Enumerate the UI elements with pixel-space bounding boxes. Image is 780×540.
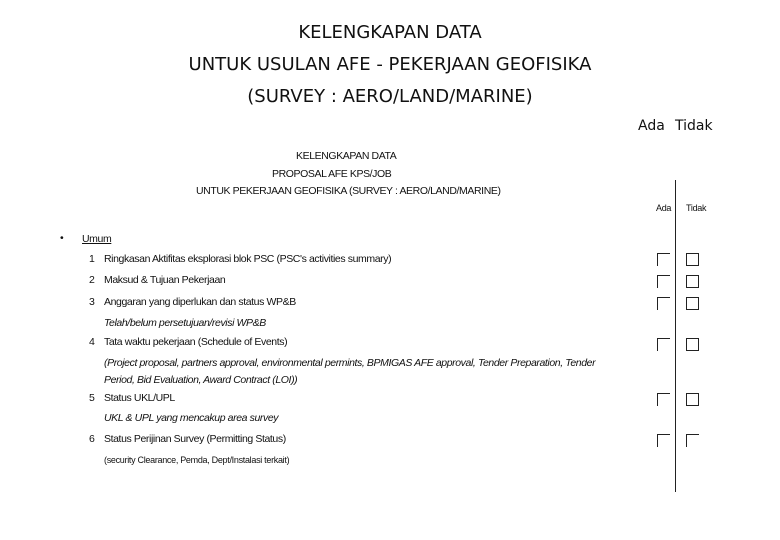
item-2-number: 2	[89, 274, 95, 286]
item-5-tidak-checkbox[interactable]	[686, 393, 699, 406]
item-1-tidak-checkbox[interactable]	[686, 253, 699, 266]
item-4-note: (Project proposal, partners approval, environmental permints, BPMIGAS AFE approval, Tender Preparation, Tender	[104, 357, 596, 369]
item-1-label: Ringkasan Aktifitas eksplorasi blok PSC (PSC's activities summary)	[104, 253, 392, 265]
item-5-ada-checkbox[interactable]	[657, 393, 670, 406]
item-1-ada-checkbox[interactable]	[657, 253, 670, 266]
item-5-note: UKL & UPL yang mencakup area survey	[104, 412, 279, 424]
embedded-column-tidak: Tidak	[686, 203, 707, 213]
item-4-ada-checkbox[interactable]	[657, 338, 670, 351]
item-5-number: 5	[89, 392, 95, 404]
document-survey-type: (SURVEY : AERO/LAND/MARINE)	[247, 86, 533, 107]
section-heading: Umum	[82, 233, 112, 245]
item-3-note: Telah/belum persetujuan/revisi WP&B	[104, 317, 266, 329]
embedded-survey-type: UNTUK PEKERJAAN GEOFISIKA (SURVEY : AERO/LAND/MARINE)	[196, 185, 501, 197]
embedded-title: KELENGKAPAN DATA	[296, 150, 397, 162]
item-6-ada-checkbox[interactable]	[657, 434, 670, 447]
item-4-number: 4	[89, 336, 95, 348]
embedded-proposal: PROPOSAL AFE KPS/JOB	[272, 168, 392, 180]
document-title: KELENGKAPAN DATA	[298, 22, 482, 43]
item-1-number: 1	[89, 253, 95, 265]
section-bullet: •	[60, 232, 64, 244]
item-3-label: Anggaran yang diperlukan dan status WP&B	[104, 296, 296, 308]
item-3-ada-checkbox[interactable]	[657, 297, 670, 310]
item-3-tidak-checkbox[interactable]	[686, 297, 699, 310]
item-3-number: 3	[89, 296, 95, 308]
column-header-tidak: Tidak	[675, 118, 713, 134]
item-2-label: Maksud & Tujuan Pekerjaan	[104, 274, 226, 286]
item-4-note-continued: Period, Bid Evaluation, Award Contract (LOI))	[104, 374, 298, 386]
document-subtitle: UNTUK USULAN AFE - PEKERJAAN GEOFISIKA	[188, 54, 592, 75]
item-6-tidak-checkbox[interactable]	[686, 434, 699, 447]
item-2-ada-checkbox[interactable]	[657, 275, 670, 288]
column-divider	[675, 180, 676, 492]
embedded-column-ada: Ada	[656, 203, 672, 213]
item-6-number: 6	[89, 433, 95, 445]
item-6-label: Status Perijinan Survey (Permitting Status)	[104, 433, 286, 445]
item-5-label: Status UKL/UPL	[104, 392, 175, 404]
item-4-label: Tata waktu pekerjaan (Schedule of Events)	[104, 336, 288, 348]
item-2-tidak-checkbox[interactable]	[686, 275, 699, 288]
column-header-ada: Ada	[638, 118, 665, 134]
item-4-tidak-checkbox[interactable]	[686, 338, 699, 351]
item-6-note: (security Clearance, Pemda, Dept/Instalasi terkait)	[104, 455, 290, 465]
